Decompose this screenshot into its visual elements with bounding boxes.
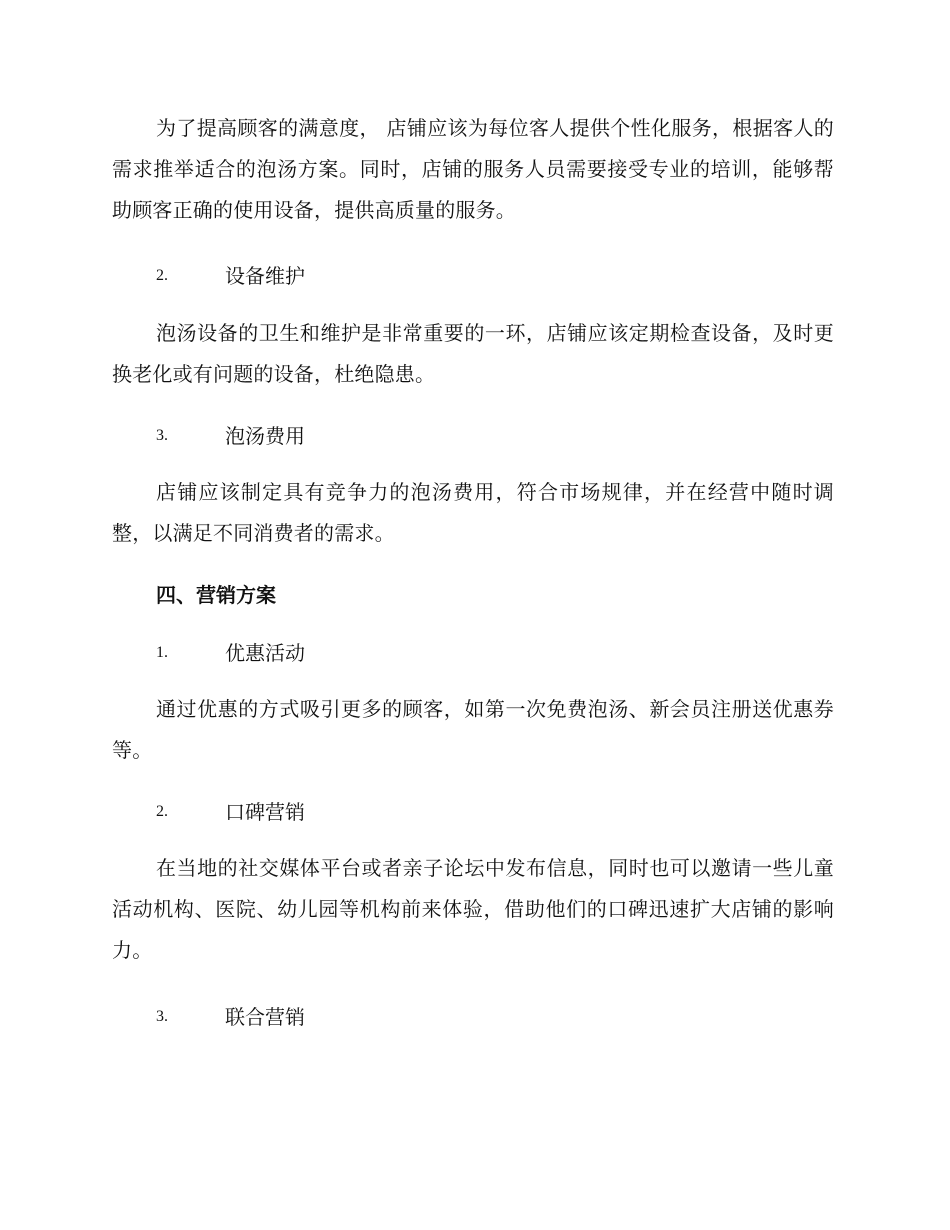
- list-item-title: 联合营销: [225, 1005, 305, 1029]
- list-item-title: 泡汤费用: [225, 424, 305, 448]
- paragraph-word-of-mouth: 在当地的社交媒体平台或者亲子论坛中发布信息，同时也可以邀请一些儿童活动机构、医院、幼儿园等机构前来体验，借助他们的口碑迅速扩大店铺的影响力。: [112, 856, 834, 962]
- paragraph-personalized-service: 为了提高顾客的满意度， 店铺应该为每位客人提供个性化服务，根据客人的需求推举适合的泡汤方案。同时，店铺的服务人员需要接受专业的培训，能够帮助顾客正确的使用设备，提供高质量的服务。: [112, 116, 834, 222]
- section-heading-marketing: 四、营销方案: [156, 583, 276, 607]
- list-item-number: 3.: [156, 1008, 168, 1025]
- list-item-number: 2.: [156, 267, 168, 284]
- paragraph-bath-fees: 店铺应该制定具有竞争力的泡汤费用，符合市场规律，并在经营中随时调整，以满足不同消费者的需求。: [112, 480, 834, 545]
- paragraph-equipment-maintenance: 泡汤设备的卫生和维护是非常重要的一环，店铺应该定期检查设备，及时更换老化或有问题的设备，杜绝隐患。: [112, 321, 834, 386]
- list-item-number: 2.: [156, 803, 168, 820]
- paragraph-promotions: 通过优惠的方式吸引更多的顾客，如第一次免费泡汤、新会员注册送优惠券等。: [112, 697, 834, 762]
- list-item-title: 优惠活动: [225, 641, 305, 665]
- list-item-title: 设备维护: [225, 264, 305, 288]
- list-item-number: 1.: [156, 644, 168, 661]
- list-item-title: 口碑营销: [225, 800, 305, 824]
- list-item-number: 3.: [156, 427, 168, 444]
